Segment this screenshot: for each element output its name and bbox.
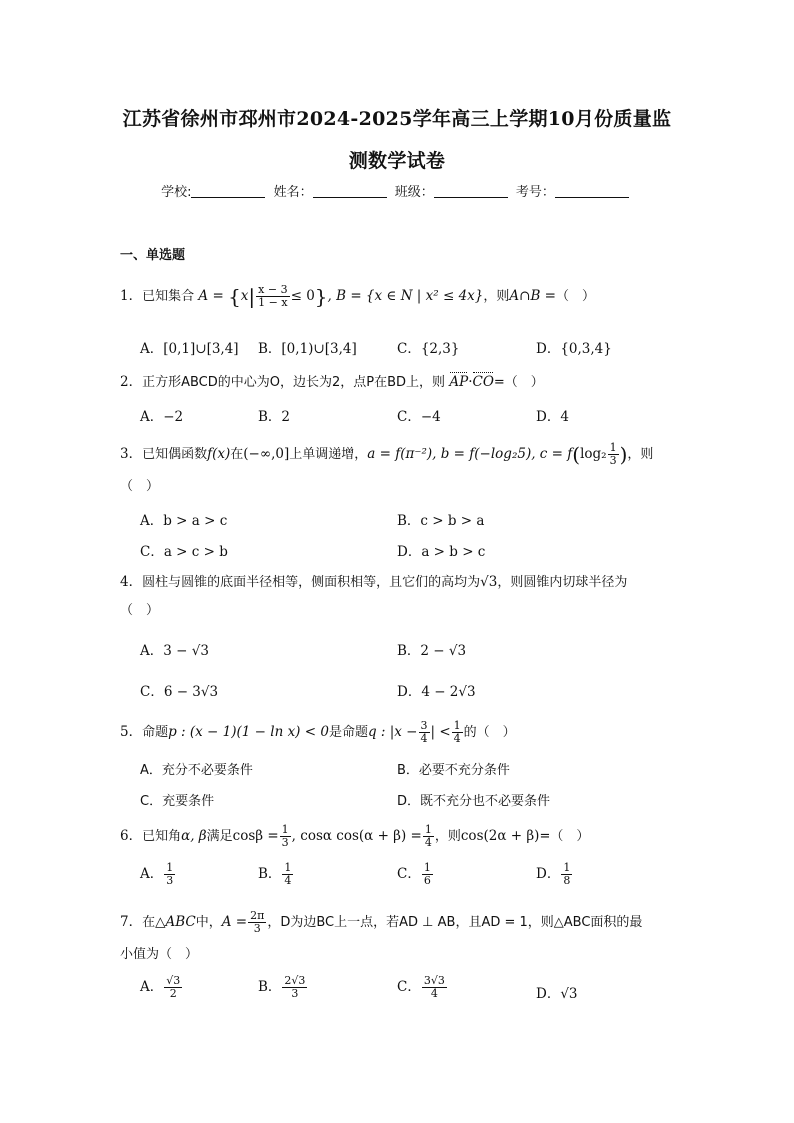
title-line-2: 测数学试卷 xyxy=(348,150,446,172)
fraction: $\frac{1}{3}$ xyxy=(281,823,289,849)
q7-option-a[interactable]: A． $\frac{√3}{2}$ xyxy=(140,974,181,1000)
q4-option-a[interactable]: A．3 − √3 xyxy=(140,643,209,659)
class-blank[interactable] xyxy=(434,185,508,198)
q6-option-c[interactable]: C． $\frac{1}{6}$ xyxy=(397,861,431,887)
q6-option-d[interactable]: D． $\frac{1}{8}$ xyxy=(536,861,571,887)
q3-option-c[interactable]: C．a > c > b xyxy=(140,544,228,560)
question-4: 4．圆柱与圆锥的底面半径相等，侧面积相等，且它们的高均为√3，则圆锥内切球半径为 xyxy=(120,574,628,590)
q2-option-d[interactable]: D．4 xyxy=(536,409,569,425)
question-3-line2: （ ） xyxy=(120,479,160,494)
title-line-1: 江苏省徐州市邳州市2024-2025学年高三上学期10月份质量监 xyxy=(122,108,672,130)
q7-option-c[interactable]: C． $\frac{3√3}{4}$ xyxy=(397,974,445,1000)
q7-option-d[interactable]: D．√3 xyxy=(536,986,578,1002)
q1-option-c[interactable]: C．{2,3} xyxy=(397,341,460,357)
question-4-line2: （ ） xyxy=(120,603,160,618)
question-5: 5．命题p : (x − 1)(1 − ln x) < 0是命题q : |x − $\frac{3}{4}$ | < $\frac{1}{4}$ 的（ ） xyxy=(120,719,516,745)
vector-co: CO xyxy=(472,374,494,390)
fraction: $\frac{1}{4}$ xyxy=(424,823,432,849)
q1-option-b[interactable]: B．[0,1)∪[3,4] xyxy=(258,341,357,357)
q3-option-a[interactable]: A．b > a > c xyxy=(140,513,228,529)
question-7-line2: 小值为（ ） xyxy=(120,947,199,962)
fraction: $\frac{3}{4}$ xyxy=(420,719,428,745)
q5-option-d[interactable]: D．既不充分也不必要条件 xyxy=(397,794,551,809)
vector-ap: AP xyxy=(449,374,469,390)
exam-no-label: 考号： xyxy=(515,185,555,200)
fraction: $\frac{x - 3}{1 - x}$ xyxy=(258,283,288,309)
question-1: 1．已知集合 A = {x| $\frac{x - 3}{1 - x}$ ≤ 0}, B = {x ∈ N | x² ≤ 4x}，则A∩B =（ ） xyxy=(120,283,595,309)
q2-option-b[interactable]: B．2 xyxy=(258,409,291,425)
q1-option-a[interactable]: A．[0,1]∪[3,4] xyxy=(140,341,239,357)
q4-option-b[interactable]: B．2 − √3 xyxy=(397,643,467,659)
q5-option-c[interactable]: C．充要条件 xyxy=(140,794,215,809)
student-info-row xyxy=(0,181,794,200)
q3-option-d[interactable]: D．a > b > c xyxy=(397,544,486,560)
class-label: 班级： xyxy=(394,185,434,200)
q1-option-d[interactable]: D．{0,3,4} xyxy=(536,341,612,357)
q2-option-c[interactable]: C．−4 xyxy=(397,409,441,425)
school-blank[interactable] xyxy=(191,185,265,198)
exam-no-blank[interactable] xyxy=(555,185,629,198)
q2-option-a[interactable]: A．−2 xyxy=(140,409,184,425)
name-label: 姓名： xyxy=(273,185,313,200)
name-blank[interactable] xyxy=(313,185,387,198)
section-title: 一、单选题 xyxy=(120,248,186,263)
question-7: 7．在△ABC中，A = $\frac{2\pi}{3}$ ，D为边BC上一点，若AD ⊥ AB，且AD = 1，则△ABC面积的最 xyxy=(120,909,643,935)
q5-option-b[interactable]: B．必要不充分条件 xyxy=(397,763,510,778)
school-label: 学校: xyxy=(161,185,192,200)
q6-option-b[interactable]: B． $\frac{1}{4}$ xyxy=(258,861,292,887)
q7-option-b[interactable]: B． $\frac{2√3}{3}$ xyxy=(258,974,306,1000)
fraction: $\frac{2\pi}{3}$ xyxy=(250,909,265,935)
q5-option-a[interactable]: A．充分不必要条件 xyxy=(140,763,253,778)
q6-option-a[interactable]: A． $\frac{1}{3}$ xyxy=(140,861,174,887)
q4-option-d[interactable]: D．4 − 2√3 xyxy=(397,684,476,700)
question-6: 6．已知角α, β满足cosβ = $\frac{1}{3}$ , cosα cos(α + β) = $\frac{1}{4}$ ，则cos(2α + β)=（ ） xyxy=(120,823,590,849)
question-2: 2．正方形ABCD的中心为O，边长为2，点P在BD上，则 AP·CO=（ ） xyxy=(120,374,544,390)
question-3: 3．已知偶函数f(x)在(−∞,0]上单调递增，a = f(π⁻²), b = f(−log₂5), c = f(log₂ $\frac{1}{3}$ )，则 xyxy=(120,441,654,467)
q3-option-b[interactable]: B．c > b > a xyxy=(397,513,485,529)
fraction: $\frac{1}{3}$ xyxy=(609,441,617,467)
fraction: $\frac{1}{4}$ xyxy=(453,719,461,745)
q4-option-c[interactable]: C．6 − 3√3 xyxy=(140,684,219,700)
